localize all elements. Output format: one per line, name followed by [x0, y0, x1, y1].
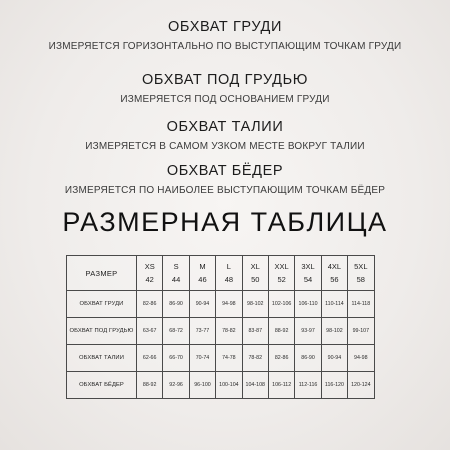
size-header [216, 256, 242, 291]
table-cell: 94-98 [348, 345, 374, 372]
table-cell: 86-90 [295, 345, 321, 372]
size-header [348, 256, 374, 291]
measure-hips [0, 163, 450, 196]
size-header [137, 256, 163, 291]
size-letter: XXL [274, 262, 289, 271]
table-row [67, 318, 375, 345]
table-cell: 88-92 [137, 372, 163, 399]
table-cell: 62-66 [137, 345, 163, 372]
table-cell: 70-74 [189, 345, 215, 372]
size-header [295, 256, 321, 291]
measure-title: ОБХВАТ ГРУДИ [168, 19, 282, 35]
measure-description: ИЗМЕРЯЕТСЯ ПОД ОСНОВАНИЕМ ГРУДИ [120, 94, 330, 105]
table-row [67, 372, 375, 399]
table-cell: 114-118 [348, 291, 374, 318]
table-cell: 93-97 [295, 318, 321, 345]
table-title: РАЗМЕРНАЯ ТАБЛИЦА [62, 207, 388, 237]
table-cell: 98-102 [321, 318, 347, 345]
size-letter: XL [250, 262, 260, 271]
size-number: 48 [224, 275, 234, 284]
measure-title: ОБХВАТ ПОД ГРУДЬЮ [142, 72, 308, 88]
table-cell: 116-120 [321, 372, 347, 399]
size-number: 46 [198, 275, 207, 284]
table-cell: 88-92 [268, 318, 294, 345]
table-cell: 66-70 [163, 345, 189, 372]
table-row [67, 291, 375, 318]
size-column-header: РАЗМЕР [67, 256, 137, 291]
size-header [268, 256, 294, 291]
size-letter: XS [144, 262, 155, 271]
size-number: 56 [330, 275, 339, 284]
table-row [67, 345, 375, 372]
size-header [242, 256, 268, 291]
size-number: 50 [251, 275, 260, 284]
size-letter: 3XL [301, 262, 315, 271]
measure-chest [0, 19, 450, 52]
row-label: ОБХВАТ ГРУДИ [67, 291, 137, 318]
table-cell: 98-102 [242, 291, 268, 318]
table-cell: 112-116 [295, 372, 321, 399]
table-cell: 102-106 [268, 291, 294, 318]
table-cell: 92-96 [163, 372, 189, 399]
table-cell: 106-112 [268, 372, 294, 399]
size-number: 42 [145, 275, 154, 284]
size-number: 58 [356, 275, 365, 284]
size-letter: M [199, 262, 206, 271]
measure-title: ОБХВАТ ТАЛИИ [166, 119, 284, 135]
table-cell: 82-86 [268, 345, 294, 372]
size-header [189, 256, 215, 291]
size-letter: 5XL [354, 262, 368, 271]
table-header-row [67, 256, 375, 291]
table-cell: 106-110 [295, 291, 321, 318]
table-cell: 78-82 [216, 318, 242, 345]
size-number: 54 [303, 275, 313, 284]
measure-underbust [0, 72, 450, 105]
size-letter: 4XL [327, 262, 342, 271]
table-cell: 100-104 [216, 372, 242, 399]
table-cell: 73-77 [189, 318, 215, 345]
measure-title: ОБХВАТ БЁДЕР [166, 163, 284, 179]
table-cell: 82-86 [137, 291, 163, 318]
table-cell: 110-114 [321, 291, 347, 318]
table-cell: 104-108 [242, 372, 268, 399]
table-cell: 96-100 [189, 372, 215, 399]
measure-description: ИЗМЕРЯЕТСЯ ПО НАИБОЛЕЕ ВЫСТУПАЮЩИМ ТОЧКАМ БЁДЕР [64, 185, 386, 196]
table-cell: 90-94 [189, 291, 215, 318]
measure-description: ИЗМЕРЯЕТСЯ В САМОМ УЗКОМ МЕСТЕ ВОКРУГ ТАЛИИ [85, 141, 365, 152]
table-cell: 99-107 [348, 318, 374, 345]
table-cell: 78-82 [242, 345, 268, 372]
measure-description: ИЗМЕРЯЕТСЯ ГОРИЗОНТАЛЬНО ПО ВЫСТУПАЮЩИМ ТОЧКАМ ГРУДИ [48, 41, 402, 52]
row-label: ОБХВАТ БЁДЕР [67, 372, 137, 399]
measure-waist [0, 119, 450, 152]
table-cell: 120-124 [348, 372, 374, 399]
table-cell: 90-94 [321, 345, 347, 372]
size-number: 44 [171, 275, 181, 284]
table-cell: 74-78 [216, 345, 242, 372]
row-label: ОБХВАТ ПОД ГРУДЬЮ [67, 318, 137, 345]
size-letter: L [226, 262, 231, 271]
table-cell: 68-72 [163, 318, 189, 345]
table-cell: 86-90 [163, 291, 189, 318]
table-cell: 94-98 [216, 291, 242, 318]
size-number: 52 [277, 275, 286, 284]
row-label: ОБХВАТ ТАЛИИ [67, 345, 137, 372]
table-cell: 63-67 [137, 318, 163, 345]
size-header [163, 256, 189, 291]
size-table [66, 255, 375, 399]
table-cell: 83-87 [242, 318, 268, 345]
size-header [321, 256, 347, 291]
size-letter: S [173, 262, 179, 271]
